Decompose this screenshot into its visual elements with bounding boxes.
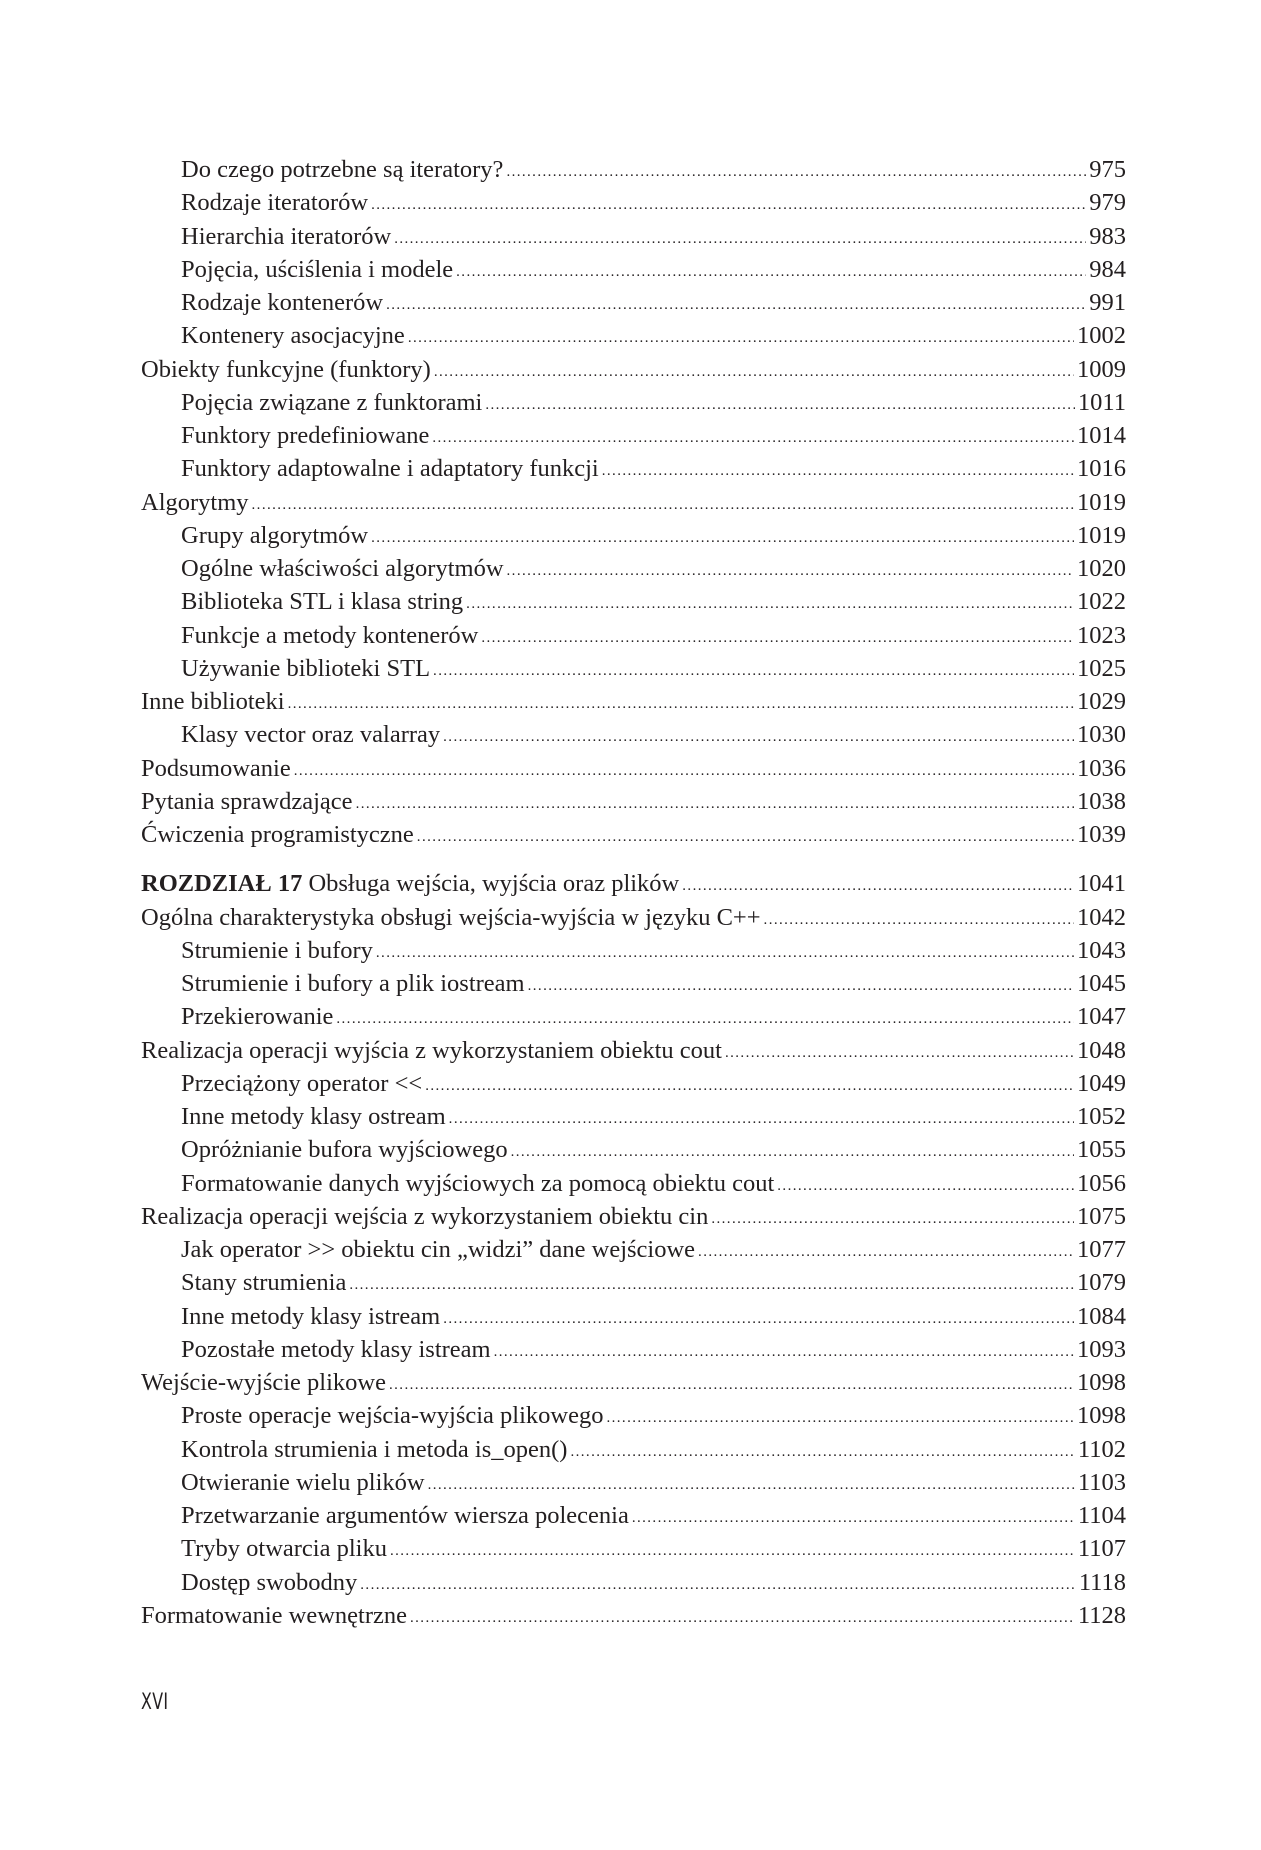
toc-entry (141, 685, 1126, 718)
toc-entry-title: Rodzaje iteratorów (181, 189, 369, 217)
toc-page-number: 1055 (1077, 1136, 1126, 1164)
toc-entry (141, 319, 1126, 352)
toc-entry (141, 1100, 1126, 1133)
toc-page-number: 1052 (1077, 1103, 1126, 1130)
toc-entry-title: Inne metody klasy istream (181, 1302, 441, 1330)
toc-page-number: 1009 (1077, 355, 1126, 383)
toc-page-number: 1042 (1077, 903, 1126, 931)
toc-page-number: 1075 (1077, 1202, 1126, 1230)
toc-entry-title: Jak operator >> obiektu cin „widzi” dane wejściowe (181, 1236, 696, 1263)
dot-leader (764, 904, 1074, 937)
dot-leader (606, 1402, 1074, 1435)
toc-entry (141, 353, 1126, 386)
dot-leader (449, 1103, 1074, 1136)
dot-leader (725, 1037, 1074, 1070)
dot-leader (466, 588, 1074, 621)
toc-page-number: 1038 (1077, 787, 1126, 815)
toc-page-number: 1002 (1077, 322, 1126, 350)
toc-entry (141, 1599, 1126, 1632)
toc-entry (141, 386, 1126, 419)
toc-entry (141, 585, 1126, 618)
dot-leader (336, 1003, 1074, 1036)
toc-page-number: 1047 (1077, 1003, 1126, 1031)
toc-entry-title: Hierarchia iteratorów (181, 222, 392, 250)
dot-leader (390, 1535, 1075, 1568)
toc-entry (141, 1000, 1126, 1033)
toc-page-number: 983 (1089, 222, 1126, 250)
toc-entry-title: Wejście-wyjście plikowe (141, 1369, 386, 1396)
toc-entry (141, 1399, 1126, 1432)
toc-entry-title: Realizacja operacji wyjścia z wykorzystaniem obiektu cout (141, 1036, 722, 1064)
dot-leader (682, 870, 1074, 903)
toc-entry (141, 785, 1126, 818)
toc-page-number: 1016 (1077, 455, 1126, 483)
toc-entry (141, 1466, 1126, 1499)
toc-entry (141, 1300, 1126, 1333)
toc-entry-title: Ćwiczenia programistyczne (141, 821, 414, 848)
dot-leader (528, 970, 1074, 1003)
toc-entry (141, 220, 1126, 253)
dot-leader (485, 389, 1075, 422)
toc-entry-title: Przeciążony operator << (181, 1069, 423, 1097)
toc-entry (141, 519, 1126, 552)
toc-entry-title: Podsumowanie (141, 754, 291, 782)
toc-entry-title: Ogólna charakterystyka obsługi wejścia-wyjścia w języku C++ (141, 903, 761, 931)
toc-entry-title: Ogólne właściwości algorytmów (181, 555, 504, 582)
toc-entry (141, 452, 1126, 485)
dot-leader (698, 1236, 1074, 1269)
dot-leader (507, 555, 1074, 588)
toc-entry-title: Biblioteka STL i klasa string (181, 588, 464, 616)
toc-entry (141, 934, 1126, 967)
toc-page-number: 1118 (1078, 1568, 1126, 1596)
toc-page-number: 1045 (1077, 970, 1126, 997)
toc-page-number: 1098 (1077, 1369, 1126, 1396)
toc-entry-title: Rodzaje kontenerów (181, 289, 384, 316)
dot-leader (376, 937, 1074, 970)
toc-entry-title: Inne biblioteki (141, 688, 285, 715)
toc-entry (141, 253, 1126, 286)
toc-entry (141, 1499, 1126, 1532)
dot-leader (443, 721, 1074, 754)
dot-leader (777, 1170, 1074, 1203)
toc-entry-title: Przetwarzanie argumentów wiersza polecenia (181, 1502, 629, 1529)
toc-page-number: 1014 (1077, 422, 1126, 449)
toc-entry (141, 286, 1126, 319)
toc-entry-title: Obiekty funkcyjne (funktory) (141, 355, 431, 383)
toc-entry-title: Opróżnianie bufora wyjściowego (181, 1136, 508, 1164)
toc-entry-title: Pozostałe metody klasy istream (181, 1335, 491, 1363)
toc-entry (141, 1433, 1126, 1466)
table-of-contents (141, 153, 1126, 1632)
toc-entry (141, 552, 1126, 585)
dot-leader (570, 1436, 1074, 1469)
dot-leader (389, 1369, 1074, 1402)
toc-page-number: 991 (1089, 289, 1126, 316)
toc-entry-title: Formatowanie wewnętrzne (141, 1601, 407, 1629)
chapter-title: Obsługa wejścia, wyjścia oraz plików (308, 870, 680, 898)
toc-page-number: 1104 (1077, 1502, 1126, 1529)
dot-leader (602, 455, 1074, 488)
toc-page-number: 1098 (1077, 1402, 1126, 1430)
toc-page-number: 1049 (1077, 1069, 1126, 1097)
toc-entry (141, 186, 1126, 219)
toc-entry-title: Proste operacje wejścia-wyjścia plikowego (181, 1402, 604, 1430)
dot-leader (632, 1502, 1075, 1535)
toc-entry (141, 718, 1126, 751)
toc-page-number: 1103 (1077, 1468, 1126, 1496)
toc-entry-title: Strumienie i bufory a plik iostream (181, 970, 525, 997)
toc-entry-title: Grupy algorytmów (181, 521, 369, 549)
toc-entry (141, 818, 1126, 851)
toc-entry (141, 752, 1126, 785)
toc-entry-title: Pojęcia związane z funktorami (181, 388, 483, 416)
toc-page-number: 1079 (1077, 1269, 1126, 1297)
toc-entry-title: Algorytmy (141, 488, 249, 516)
toc-entry (141, 1366, 1126, 1399)
toc-entry-title: Przekierowanie (181, 1003, 334, 1031)
dot-leader (711, 1203, 1074, 1236)
toc-page-number: 1041 (1077, 870, 1126, 898)
dot-leader (494, 1336, 1074, 1369)
toc-page-number: 1011 (1077, 388, 1126, 416)
toc-entry-title: Dostęp swobodny (181, 1568, 358, 1596)
toc-entry (141, 1532, 1126, 1565)
toc-entry-title: Pojęcia, uściślenia i modele (181, 255, 454, 283)
dot-leader (294, 755, 1074, 788)
dot-leader (417, 821, 1074, 854)
toc-entry-title: Kontrola strumienia i metoda is_open() (181, 1435, 568, 1463)
dot-leader (506, 156, 1086, 189)
dot-leader (432, 422, 1074, 455)
toc-entry-title: Klasy vector oraz valarray (181, 721, 441, 749)
toc-page-number: 1107 (1077, 1535, 1126, 1563)
toc-page-number: 1056 (1077, 1169, 1126, 1197)
toc-entry (141, 1067, 1126, 1100)
toc-page-number: 1030 (1077, 721, 1126, 749)
toc-entry (141, 153, 1126, 186)
toc-entry (141, 967, 1126, 1000)
dot-leader (371, 189, 1086, 222)
toc-page-number: 1102 (1077, 1435, 1126, 1463)
toc-page-number: 1029 (1077, 688, 1126, 715)
toc-entry-title: Stany strumienia (181, 1269, 347, 1297)
dot-leader (252, 489, 1074, 522)
toc-entry (141, 1566, 1126, 1599)
toc-page-number: 1084 (1077, 1302, 1126, 1330)
toc-page-number: 1022 (1077, 588, 1126, 616)
toc-entry-title: Otwieranie wielu plików (181, 1468, 425, 1496)
toc-entry (141, 1266, 1126, 1299)
toc-entry-title: Formatowanie danych wyjściowych za pomocą obiektu cout (181, 1169, 775, 1197)
toc-page-number: 1019 (1077, 521, 1126, 549)
toc-entry (141, 1333, 1126, 1366)
toc-page-number: 1023 (1077, 621, 1126, 649)
toc-entry (141, 1167, 1126, 1200)
toc-entry (141, 1034, 1126, 1067)
toc-entry (141, 1133, 1126, 1166)
toc-entry-title: Używanie biblioteki STL (181, 654, 431, 682)
toc-entry-title: Funkcje a metody kontenerów (181, 621, 479, 649)
toc-entry-title: Inne metody klasy ostream (181, 1103, 446, 1130)
dot-leader (434, 356, 1074, 389)
dot-leader (428, 1469, 1075, 1502)
toc-page-number: 1020 (1077, 555, 1126, 582)
toc-page-number: 979 (1089, 189, 1126, 217)
dot-leader (410, 1602, 1075, 1635)
toc-page-number: 1019 (1077, 488, 1126, 516)
toc-entry-title: Funktory predefiniowane (181, 422, 430, 449)
dot-leader (371, 522, 1074, 555)
toc-entry (141, 1200, 1126, 1233)
toc-entry-title: Funktory adaptowalne i adaptatory funkcji (181, 455, 599, 483)
dot-leader (511, 1136, 1074, 1169)
toc-entry-title: Strumienie i bufory (181, 936, 373, 964)
toc-entry-title (141, 867, 679, 900)
toc-page-number: 1093 (1077, 1335, 1126, 1363)
toc-page-number: 975 (1089, 156, 1126, 183)
toc-page-number: 1048 (1077, 1036, 1126, 1064)
toc-entry-list (141, 153, 1126, 1632)
toc-entry-title: Tryby otwarcia pliku (181, 1535, 387, 1563)
dot-leader (356, 788, 1074, 821)
toc-page-number: 1043 (1077, 936, 1126, 964)
dot-leader (349, 1269, 1074, 1302)
toc-entry-title: Do czego potrzebne są iteratory? (181, 156, 504, 183)
toc-entry-title: Realizacja operacji wejścia z wykorzystaniem obiektu cin (141, 1202, 709, 1230)
toc-entry (141, 486, 1126, 519)
toc-page-number: 1036 (1077, 754, 1126, 782)
dot-leader (443, 1303, 1074, 1336)
dot-leader (433, 655, 1074, 688)
toc-page-number: 1025 (1077, 654, 1126, 682)
toc-entry-title: Pytania sprawdzające (141, 787, 353, 815)
dot-leader (394, 223, 1086, 256)
dot-leader (386, 289, 1086, 322)
toc-entry-title: Kontenery asocjacyjne (181, 322, 405, 350)
dot-leader (288, 688, 1074, 721)
dot-leader (408, 322, 1074, 355)
toc-page-number: 1077 (1077, 1236, 1126, 1263)
toc-entry (141, 419, 1126, 452)
toc-entry (141, 652, 1126, 685)
chapter-number: ROZDZIAŁ 17 (141, 870, 303, 898)
toc-chapter-entry (141, 867, 1126, 900)
toc-page-number: 1039 (1077, 821, 1126, 848)
dot-leader (360, 1569, 1076, 1602)
toc-entry (141, 1233, 1126, 1266)
toc-page-number: 984 (1089, 255, 1126, 283)
dot-leader (456, 256, 1086, 289)
dot-leader (425, 1070, 1074, 1103)
toc-page-number: 1128 (1077, 1601, 1126, 1629)
toc-entry (141, 901, 1126, 934)
dot-leader (481, 622, 1074, 655)
page-number: XVI (141, 1690, 169, 1715)
toc-entry (141, 619, 1126, 652)
